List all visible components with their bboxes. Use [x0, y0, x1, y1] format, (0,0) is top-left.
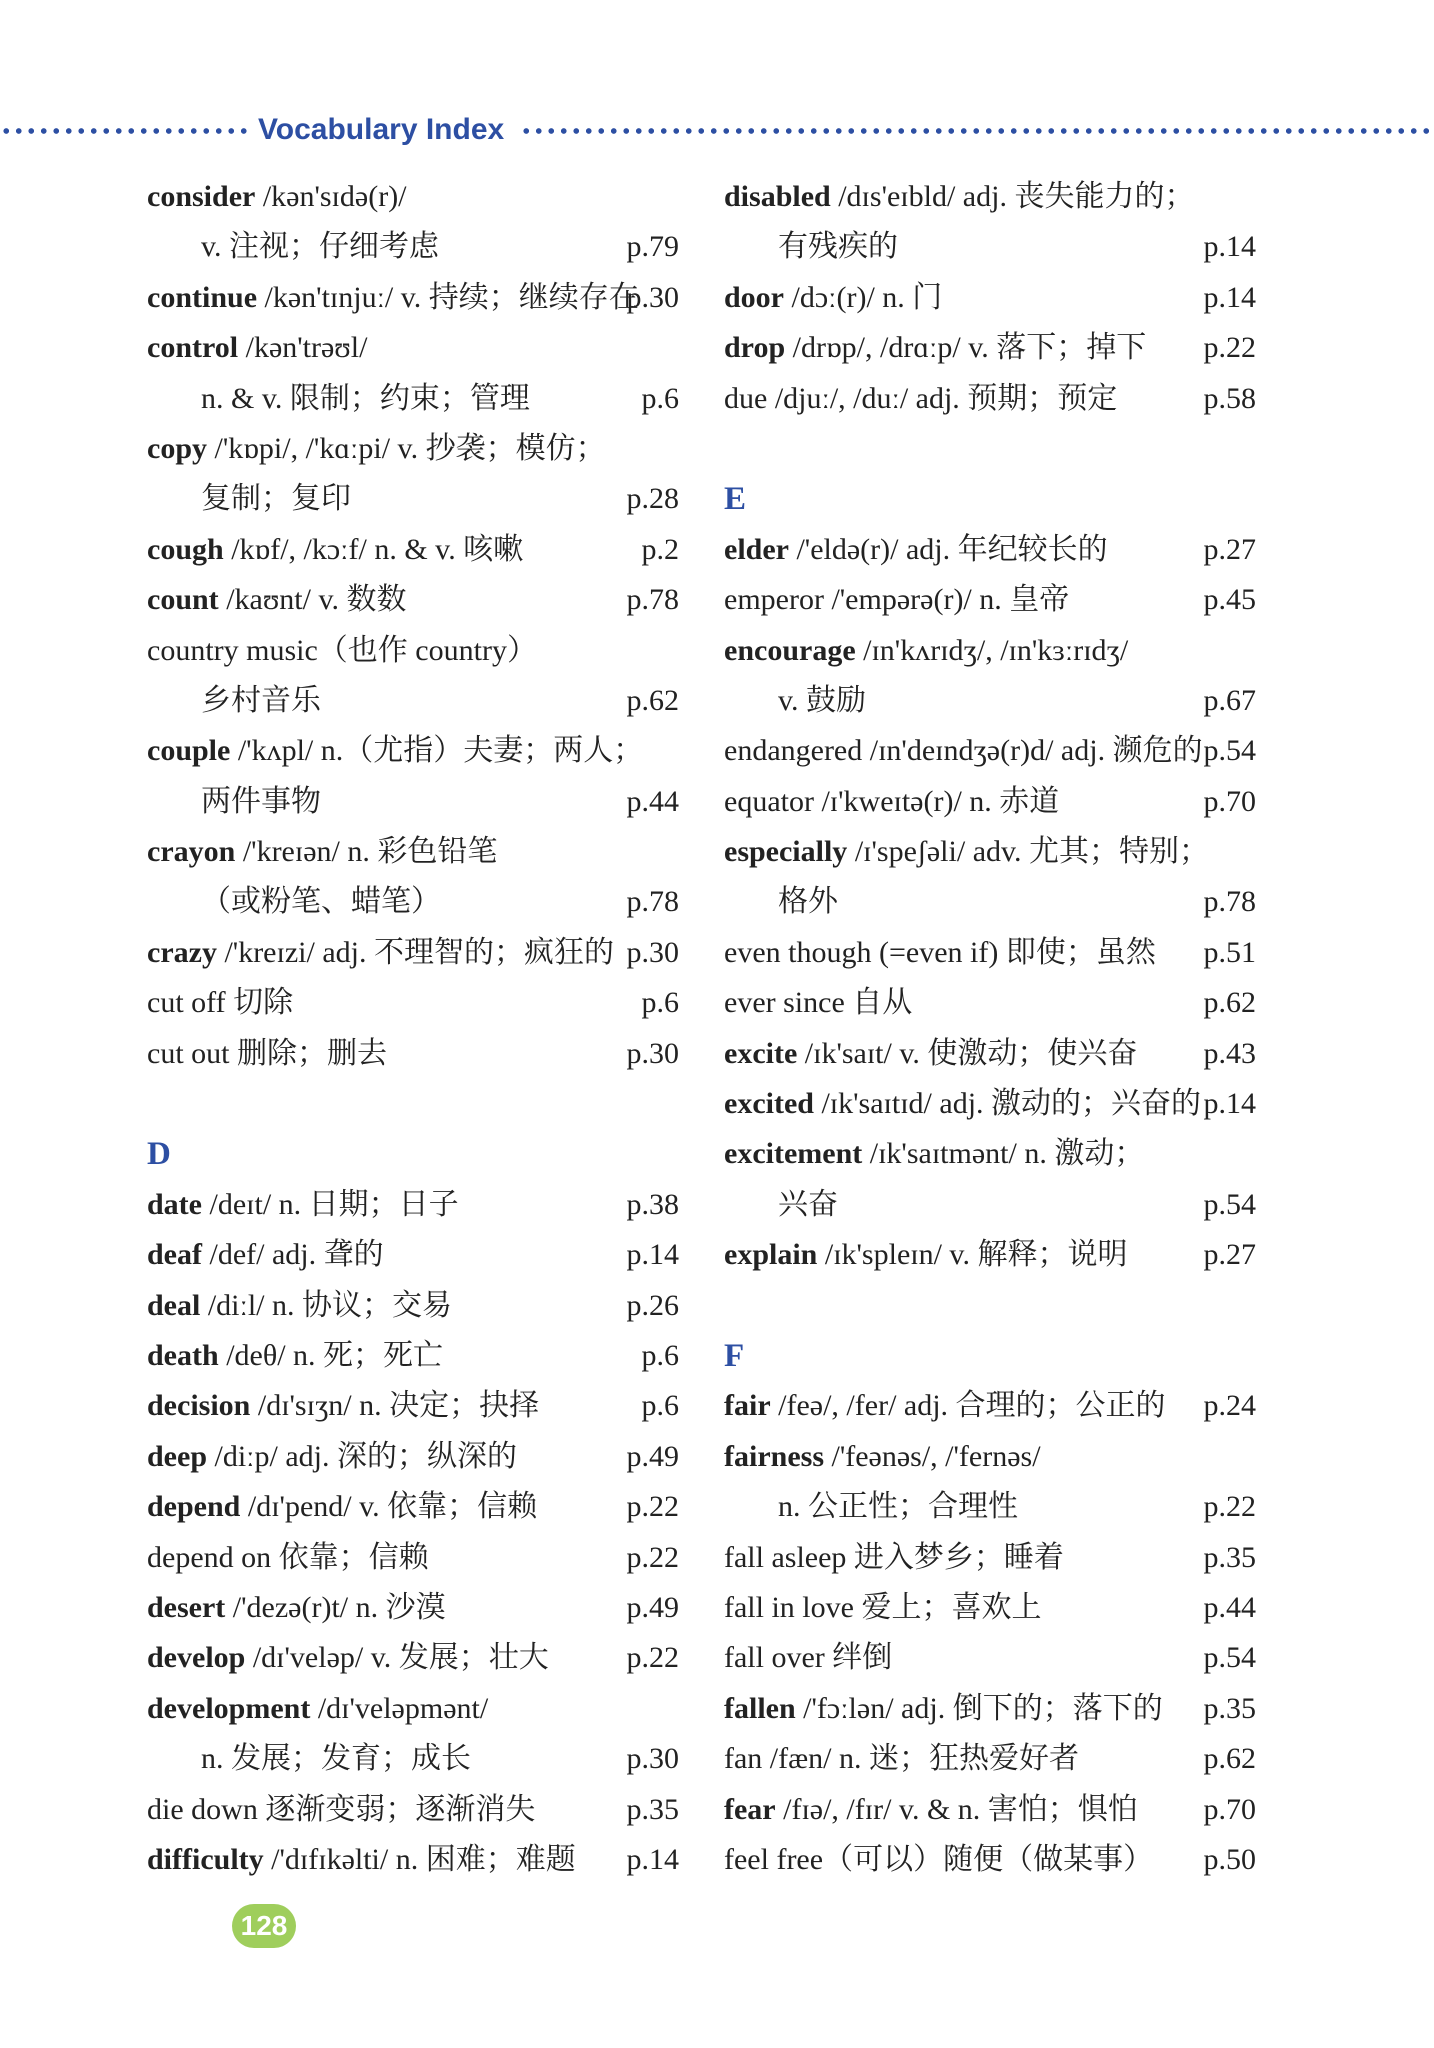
entry-text: [147, 1180, 459, 1230]
section-title: Vocabulary Index: [258, 113, 505, 146]
definition: v. 注视；仔细考虑: [201, 230, 440, 264]
index-entry: [147, 676, 679, 726]
index-entry: [724, 525, 1256, 575]
headword: crayon: [147, 835, 236, 869]
headword: consider: [147, 180, 256, 213]
definition: emperor /'empərə(r)/ n. 皇帝: [724, 583, 1070, 617]
entry-text: [147, 1835, 576, 1885]
page-reference: p.22: [1203, 331, 1256, 365]
spacer: [724, 424, 1256, 474]
headword: elder: [724, 532, 789, 566]
definition: /'dezə(r)t/ n. 沙漠: [225, 1590, 446, 1624]
index-entry: [724, 1734, 1256, 1784]
headword: develop: [147, 1641, 246, 1675]
definition: /ɪ'speʃəli/ adv. 尤其；特别；: [847, 835, 1210, 869]
index-entry: [147, 1230, 679, 1280]
index-entry: [724, 575, 1256, 625]
index-entry: [724, 676, 1256, 726]
entry-text: [147, 1684, 488, 1734]
definition: ever since 自从: [724, 986, 913, 1020]
headword: deaf: [147, 1238, 202, 1272]
index-entry: [147, 323, 679, 373]
entry-text: [147, 525, 523, 575]
definition: n. 公正性；合理性: [778, 1490, 1018, 1524]
definition: fall in love 爱上；喜欢上: [724, 1590, 1042, 1624]
index-column-left: [147, 172, 679, 1885]
headword: decision: [147, 1389, 251, 1423]
headword: cough: [147, 532, 224, 566]
page-reference: p.30: [626, 1036, 679, 1070]
entry-text: [724, 978, 912, 1028]
entry-text: [724, 1482, 1018, 1532]
definition: /kən'sɪdə(r)/: [255, 180, 407, 213]
entry-text: [147, 777, 321, 827]
entry-text: [724, 676, 866, 726]
entry-text: [724, 1684, 1163, 1734]
index-entry: [147, 978, 679, 1028]
entry-text: [724, 1583, 1041, 1633]
page-reference: p.6: [641, 1338, 679, 1372]
page-reference: p.44: [1203, 1590, 1256, 1624]
entry-text: [147, 1331, 443, 1381]
definition: n. 发展；发育；成长: [201, 1742, 471, 1776]
headword: death: [147, 1338, 219, 1372]
entry-text: [724, 827, 1209, 877]
definition: /'fɔːlən/ adj. 倒下的；落下的: [795, 1691, 1163, 1725]
page-number-badge: 128: [232, 1904, 296, 1948]
entry-text: [724, 877, 838, 927]
definition: fall over 绊倒: [724, 1641, 893, 1675]
headword: desert: [147, 1590, 226, 1624]
index-entry: [147, 1029, 679, 1079]
entry-text: [724, 726, 1203, 776]
entry-text: [724, 1835, 1153, 1885]
entry-text: [724, 1230, 1127, 1280]
definition: 格外: [778, 885, 838, 919]
definition: equator /ɪ'kweɪtə(r)/ n. 赤道: [724, 784, 1060, 818]
page-reference: p.14: [1203, 280, 1256, 314]
index-entry: [724, 726, 1256, 776]
letter-heading: F: [724, 1337, 745, 1374]
index-entry: [724, 172, 1256, 222]
entry-text: [147, 1230, 384, 1280]
entry-text: [724, 1079, 1201, 1129]
page-reference: p.30: [626, 280, 679, 314]
page-reference: p.24: [1203, 1389, 1256, 1423]
definition: v. 鼓励: [778, 683, 867, 717]
page-reference: p.14: [626, 1842, 679, 1876]
definition: /deɪt/ n. 日期；日子: [202, 1187, 459, 1221]
headword: door: [724, 280, 784, 314]
headword: disabled: [724, 180, 831, 213]
definition: feel free（可以）随便（做某事）: [724, 1842, 1154, 1876]
definition: /dɪ'veləp/ v. 发展；壮大: [245, 1641, 549, 1675]
definition: /ɪn'kʌrɪdʒ/, /ɪn'kɜːrɪdʒ/: [855, 633, 1129, 667]
definition: country music（也作 country）: [147, 633, 537, 667]
page-reference: p.67: [1203, 683, 1256, 717]
definition: /dɪs'eɪbld/ adj. 丧失能力的；: [830, 180, 1195, 213]
definition: /dɪ'pend/ v. 依靠；信赖: [240, 1490, 538, 1524]
page-reference: p.49: [626, 1590, 679, 1624]
spacer: [724, 1281, 1256, 1331]
page-reference: p.22: [626, 1490, 679, 1524]
index-entry: [147, 575, 679, 625]
index-entry: [724, 323, 1256, 373]
index-entry: [724, 1029, 1256, 1079]
headword: fallen: [724, 1691, 796, 1725]
entry-text: [147, 928, 614, 978]
page-reference: p.49: [626, 1439, 679, 1473]
index-entry: [724, 777, 1256, 827]
index-entry: [147, 1583, 679, 1633]
definition: /diːp/ adj. 深的；纵深的: [207, 1439, 517, 1473]
index-entry: [724, 626, 1256, 676]
definition: 乡村音乐: [201, 683, 321, 717]
page-reference: p.14: [1203, 1087, 1256, 1121]
entry-text: [724, 1785, 1138, 1835]
entry-text: [147, 1281, 452, 1331]
page-reference: p.28: [626, 482, 679, 516]
index-entry: [724, 1533, 1256, 1583]
definition: even though (=even if) 即使；虽然: [724, 935, 1156, 969]
page-reference: p.6: [641, 1389, 679, 1423]
entry-text: [147, 172, 407, 222]
index-entry: [147, 424, 679, 474]
index-entry: [147, 474, 679, 524]
page-reference: p.6: [641, 986, 679, 1020]
spacer: [147, 1079, 679, 1129]
definition: /'feənəs/, /'fernəs/: [824, 1439, 1041, 1473]
page-reference: p.54: [1203, 734, 1256, 768]
index-entry: [147, 1533, 679, 1583]
page-reference: p.14: [1203, 230, 1256, 264]
entry-text: [724, 273, 942, 323]
entry-text: [147, 323, 367, 373]
index-entry: [724, 1482, 1256, 1532]
headword: explain: [724, 1238, 818, 1272]
index-entry: [147, 1633, 679, 1683]
headword: fairness: [724, 1439, 824, 1473]
page-reference: p.22: [1203, 1490, 1256, 1524]
definition: /diːl/ n. 协议；交易: [200, 1288, 453, 1322]
index-entry: [147, 273, 679, 323]
dotted-rule-left: [0, 128, 252, 134]
index-entry: [724, 1432, 1256, 1482]
index-entry: [724, 978, 1256, 1028]
index-entry: [724, 1684, 1256, 1734]
page-reference: p.62: [1203, 1742, 1256, 1776]
entry-text: [147, 1432, 517, 1482]
definition: fan /fæn/ n. 迷；狂热爱好者: [724, 1742, 1079, 1776]
page-reference: p.78: [626, 885, 679, 919]
definition: /dɪ'veləpmənt/: [310, 1691, 489, 1725]
page-reference: p.35: [1203, 1540, 1256, 1574]
entry-text: [147, 222, 439, 272]
headword: excitement: [724, 1137, 863, 1171]
entry-text: [724, 626, 1128, 676]
entry-text: [147, 1633, 549, 1683]
entry-text: [147, 1583, 446, 1633]
entry-text: [724, 1180, 838, 1230]
definition: /drɒp/, /drɑːp/ v. 落下；掉下: [785, 331, 1147, 365]
page-reference: p.78: [626, 583, 679, 617]
page-reference: p.14: [626, 1238, 679, 1272]
definition: /kən'trəʊl/: [238, 331, 368, 365]
entry-text: [147, 626, 537, 676]
definition: /'kɒpi/, /'kɑːpi/ v. 抄袭；模仿；: [207, 431, 606, 465]
index-entry: [724, 877, 1256, 927]
index-header: [0, 108, 1434, 152]
page-reference: p.79: [626, 230, 679, 264]
definition: /kaʊnt/ v. 数数: [218, 583, 407, 617]
page-reference: p.35: [626, 1792, 679, 1826]
page-reference: p.30: [626, 1742, 679, 1776]
index-entry: [147, 1835, 679, 1885]
definition: depend on 依靠；信赖: [147, 1540, 429, 1574]
definition: /'dɪfɪkəlti/ n. 困难；难题: [263, 1842, 576, 1876]
headword: excite: [724, 1036, 798, 1070]
index-entry: [724, 1180, 1256, 1230]
page-reference: p.6: [641, 381, 679, 415]
index-entry: [724, 222, 1256, 272]
page-reference: p.2: [641, 532, 679, 566]
headword: copy: [147, 431, 207, 465]
entry-text: [724, 1633, 892, 1683]
headword: deal: [147, 1288, 201, 1322]
definition: fall asleep 进入梦乡；睡着: [724, 1540, 1064, 1574]
page-reference: p.58: [1203, 381, 1256, 415]
page-reference: p.50: [1203, 1842, 1256, 1876]
entry-text: [724, 1029, 1137, 1079]
index-entry: [147, 1281, 679, 1331]
page-reference: p.70: [1203, 784, 1256, 818]
index-entry: [724, 1835, 1256, 1885]
entry-text: [724, 222, 898, 272]
definition: /deθ/ n. 死；死亡: [218, 1338, 444, 1372]
entry-text: [724, 777, 1059, 827]
index-entry: [147, 877, 679, 927]
index-entry: [147, 1785, 679, 1835]
entry-text: [147, 877, 441, 927]
entry-text: [147, 1482, 537, 1532]
page-reference: p.22: [626, 1540, 679, 1574]
index-entry: [147, 1482, 679, 1532]
entry-text: [724, 172, 1194, 222]
definition: 兴奋: [778, 1187, 838, 1221]
definition: /dɪ'sɪʒn/ n. 决定；抉择: [250, 1389, 540, 1423]
definition: due /djuː/, /duː/ adj. 预期；预定: [724, 381, 1118, 415]
definition: /ɪk'saɪtɪd/ adj. 激动的；兴奋的: [813, 1087, 1202, 1121]
entry-text: [724, 374, 1117, 424]
headword: excited: [724, 1087, 814, 1121]
page-reference: p.70: [1203, 1792, 1256, 1826]
headword: fear: [724, 1792, 776, 1826]
index-entry: [724, 1583, 1256, 1633]
page-reference: p.38: [626, 1187, 679, 1221]
index-entry: [147, 626, 679, 676]
entry-text: [147, 676, 321, 726]
entry-text: [147, 827, 497, 877]
definition: cut out 删除；删去: [147, 1036, 387, 1070]
page-reference: p.62: [1203, 986, 1256, 1020]
definition: cut off 切除: [147, 986, 294, 1020]
entry-text: [724, 1129, 1144, 1179]
headword: couple: [147, 734, 231, 768]
definition: /'kreɪzi/ adj. 不理智的；疯狂的: [216, 935, 614, 969]
definition: 两件事物: [201, 784, 321, 818]
index-entry: [147, 374, 679, 424]
entry-text: [147, 1734, 471, 1784]
definition: n. & v. 限制；约束；管理: [201, 381, 530, 415]
definition: /dɔː(r)/ n. 门: [784, 280, 943, 314]
index-entry: [147, 1331, 679, 1381]
definition: /feə/, /fer/ adj. 合理的；公正的: [770, 1389, 1166, 1423]
entry-text: [724, 1381, 1166, 1431]
index-entry: [724, 1079, 1256, 1129]
entry-text: [147, 374, 530, 424]
page-reference: p.78: [1203, 885, 1256, 919]
definition: /'kreɪən/ n. 彩色铅笔: [235, 835, 498, 869]
headword: encourage: [724, 633, 856, 667]
definition: 有残疾的: [778, 230, 898, 264]
entry-text: [147, 273, 639, 323]
page-reference: p.51: [1203, 935, 1256, 969]
index-entry: [147, 222, 679, 272]
index-entry: [724, 374, 1256, 424]
definition: /kən'tɪnjuː/ v. 持续；继续存在: [257, 280, 639, 314]
page-reference: p.62: [626, 683, 679, 717]
entry-text: [147, 1533, 429, 1583]
index-entry: [147, 827, 679, 877]
headword: depend: [147, 1490, 241, 1524]
index-entry: [147, 172, 679, 222]
entry-text: [147, 726, 643, 776]
definition: 复制；复印: [201, 482, 351, 516]
definition: /ɪk'saɪtmənt/ n. 激动；: [862, 1137, 1145, 1171]
index-entry: [147, 1180, 679, 1230]
index-entry: [724, 1381, 1256, 1431]
index-entry: [147, 726, 679, 776]
definition: /def/ adj. 聋的: [202, 1238, 384, 1272]
definition: endangered /ɪn'deɪndʒə(r)d/ adj. 濒危的: [724, 734, 1203, 768]
entry-text: [147, 474, 351, 524]
definition: /'kʌpl/ n.（尤指）夫妻；两人；: [230, 734, 644, 768]
headword: crazy: [147, 935, 217, 969]
page-reference: p.44: [626, 784, 679, 818]
index-entry: [147, 777, 679, 827]
entry-text: [724, 575, 1069, 625]
entry-text: [724, 525, 1108, 575]
definition: （或粉笔、蜡笔）: [201, 885, 441, 919]
page-reference: p.45: [1203, 583, 1256, 617]
page-reference: p.26: [626, 1288, 679, 1322]
letter-heading: E: [724, 481, 747, 518]
headword: fair: [724, 1389, 771, 1423]
definition: /fɪə/, /fɪr/ v. & n. 害怕；惧怕: [775, 1792, 1138, 1826]
page-reference: p.27: [1203, 532, 1256, 566]
page-reference: p.30: [626, 935, 679, 969]
headword: continue: [147, 280, 258, 314]
index-entry: [147, 525, 679, 575]
index-entry: [724, 1633, 1256, 1683]
entry-text: [147, 1785, 535, 1835]
entry-text: [147, 424, 606, 474]
index-entry: [724, 273, 1256, 323]
entry-text: [724, 928, 1156, 978]
page-reference: p.54: [1203, 1641, 1256, 1675]
headword: development: [147, 1691, 311, 1725]
index-entry: [147, 1381, 679, 1431]
headword: count: [147, 583, 219, 617]
index-entry: [147, 1684, 679, 1734]
headword: difficulty: [147, 1842, 264, 1876]
headword: especially: [724, 835, 848, 869]
definition: die down 逐渐变弱；逐渐消失: [147, 1792, 536, 1826]
index-entry: [724, 928, 1256, 978]
page-reference: p.27: [1203, 1238, 1256, 1272]
entry-text: [724, 1533, 1064, 1583]
entry-text: [147, 1029, 387, 1079]
entry-text: [147, 1381, 539, 1431]
entry-text: [147, 575, 407, 625]
dotted-rule-right: [520, 128, 1434, 134]
entry-text: [724, 1432, 1041, 1482]
page-reference: p.35: [1203, 1691, 1256, 1725]
letter-heading: D: [147, 1136, 171, 1173]
index-entry: [724, 1129, 1256, 1179]
headword: date: [147, 1187, 202, 1221]
page-reference: p.22: [626, 1641, 679, 1675]
index-entry: [147, 928, 679, 978]
entry-text: [147, 978, 293, 1028]
index-entry: [147, 1734, 679, 1784]
index-column-right: [724, 172, 1256, 1885]
entry-text: [724, 323, 1146, 373]
definition: /ɪk'saɪt/ v. 使激动；使兴奋: [797, 1036, 1138, 1070]
index-entry: [724, 1785, 1256, 1835]
definition: /kɒf/, /kɔːf/ n. & v. 咳嗽: [223, 532, 524, 566]
index-entry: [724, 1230, 1256, 1280]
headword: deep: [147, 1439, 207, 1473]
headword: drop: [724, 331, 786, 365]
page-reference: p.54: [1203, 1187, 1256, 1221]
definition: /ɪk'spleɪn/ v. 解释；说明: [817, 1238, 1128, 1272]
index-entry: [724, 827, 1256, 877]
definition: /'eldə(r)/ adj. 年纪较长的: [788, 532, 1108, 566]
headword: control: [147, 331, 239, 365]
index-entry: [147, 1432, 679, 1482]
entry-text: [724, 1734, 1079, 1784]
page-reference: p.43: [1203, 1036, 1256, 1070]
